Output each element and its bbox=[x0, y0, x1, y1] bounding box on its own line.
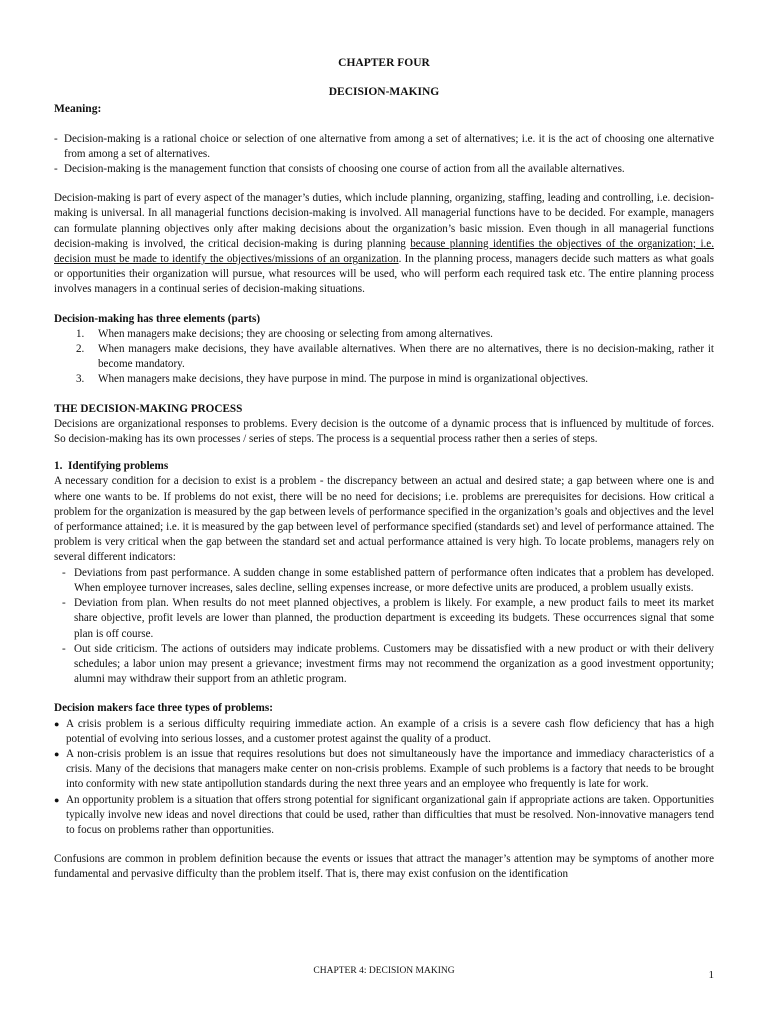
problem-types-list bbox=[54, 717, 714, 839]
meaning-item: - Decision-making is a rational choice or selection of one alternative from among a set of alternatives; i.e. it is the act of choosing one alternative from among a set of alternatives. bbox=[54, 132, 714, 160]
indicator-item: - Out side criticism. The actions of outsiders may indicate problems. Customers may be dissatisfied with a new product or with their delivery schedules; a labor union may present a grievance; investment firms may not recommend the organization as a good investment opportunity; alumni may withdraw their support from an athletic program. bbox=[62, 642, 714, 686]
meaning-heading: Meaning: bbox=[54, 103, 102, 116]
confusion-paragraph: Confusions are common in problem definition because the events or issues that attract the manager’s attention may be symptoms of another more fundamental and pervasive difficulty than the problem itself. That is, there may exist confusion on the identification bbox=[54, 853, 714, 881]
intro-paragraph: Decision-making is part of every aspect of the manager’s duties, which include planning, organizing, staffing, leading and controlling, i.e. decision-making is universal. In all managerial functions decision-making is involved. All managerial functions have to be decided. For example, managers can formulate planning objectives only after making decisions about the organization’s basic mission. Even though in all managerial functions decision-making is involved, the critical decision-making is during planning because planning identifies the objectives of the organization; i.e. decision must be made to identify the objectives/missions of an organization. In the planning process, managers decide such matters as what goals or opportunities their organization will pursue, what resources will be used, who will perform each required task etc. The entire planning process involves managers in a continual series of decision-making situations. bbox=[54, 192, 714, 296]
indicator-list bbox=[54, 566, 714, 688]
element-item: 1. When managers make decisions; they are choosing or selecting from among alternatives. bbox=[76, 327, 493, 340]
elements-list bbox=[54, 327, 714, 388]
element-item: 2. When managers make decisions, they have available alternatives. When there are no alternatives, there is no decision-making, rather it become mandatory. bbox=[76, 343, 714, 371]
problem-type-item: ● A crisis problem is a serious difficulty requiring immediate action. An example of a crisis is a severe cash flow deficiency that has a high potential of evolving into serious losses, and a customer protest against the quality of a product. bbox=[54, 717, 714, 745]
process-heading: THE DECISION-MAKING PROCESS bbox=[54, 402, 243, 415]
problem-type-item: ● A non-crisis problem is an issue that requires resolutions but does not simultaneously have the importance and immediacy characteristics of a crisis. Many of the decisions that managers make center on non-crisis problems. Example of such problems is a factory that needs to be brought into conformity with new state antipollution standards during the next three years and an employee who frequently is late for work. bbox=[54, 747, 714, 791]
page-number: 1 bbox=[708, 969, 714, 981]
chapter-title: DECISION-MAKING bbox=[328, 86, 440, 99]
problem-types-heading: Decision makers face three types of problems: bbox=[54, 702, 273, 715]
meaning-list bbox=[54, 132, 714, 178]
underlined-text: because planning identifies the objectives of the organization; i.e. decision must be made to identify the objectives/missions of an organization bbox=[54, 237, 714, 266]
identifying-heading: 1. Identifying problems bbox=[54, 460, 169, 473]
bullet-icon: ● bbox=[54, 794, 60, 805]
chapter-heading: CHAPTER FOUR bbox=[338, 57, 430, 69]
bullet-icon: ● bbox=[54, 718, 60, 729]
element-item: 3. When managers make decisions, they have purpose in mind. The purpose in mind is organizational objectives. bbox=[76, 373, 589, 386]
elements-heading: Decision-making has three elements (parts) bbox=[54, 312, 261, 325]
identifying-paragraph: A necessary condition for a decision to exist is a problem - the discrepancy between an actual and desired state; a gap between where one is and where one wants to be. If problems do not exist, there will be no need for decisions; i.e. problems are prerequisites for decisions. How critical a problem for the organization is measured by the gap between levels of performance specified in the organization’s goals and objectives and the level of performance attained; i.e. it is measured by the gap between level of performance specified (standards set) and level of performance attained. The problem is very critical when the gap between the standard set and actual performance attained is very high. To locate problems, managers rely on several different indicators: bbox=[54, 475, 714, 564]
bullet-icon: ● bbox=[54, 748, 60, 759]
process-paragraph: Decisions are organizational responses to problems. Every decision is the outcome of a dynamic process that is influenced by multitude of forces. So decision-making has its own processes / series of steps. The process is a sequential process rather then a series of steps. bbox=[54, 417, 714, 446]
indicator-item: - Deviations from past performance. A sudden change in some established pattern of performance often indicates that a problem has developed. When employee turnover increases, sales decline, selling expenses increase, or more defective units are produced, a problem usually exists. bbox=[62, 566, 714, 594]
indicator-item: - Deviation from plan. When results do not meet planned objectives, a problem is likely. For example, a new product fails to meet its market share objective, profit levels are lower than planned, the production department is exceeding its budgets. These occurrences signal that some plan is off course. bbox=[62, 597, 714, 640]
problem-type-item: ● An opportunity problem is a situation that offers strong potential for significant organizational gain if appropriate actions are taken. Opportunities typically involve new ideas and novel directions that could be used, rather than difficulties that must be resolved. Non-innovative managers tend to focus on problems rather than opportunities. bbox=[54, 793, 714, 836]
meaning-item: - Decision-making is the management function that consists of choosing one course of action from all the available alternatives. bbox=[54, 163, 625, 176]
footer-text: CHAPTER 4: DECISION MAKING bbox=[313, 966, 455, 976]
